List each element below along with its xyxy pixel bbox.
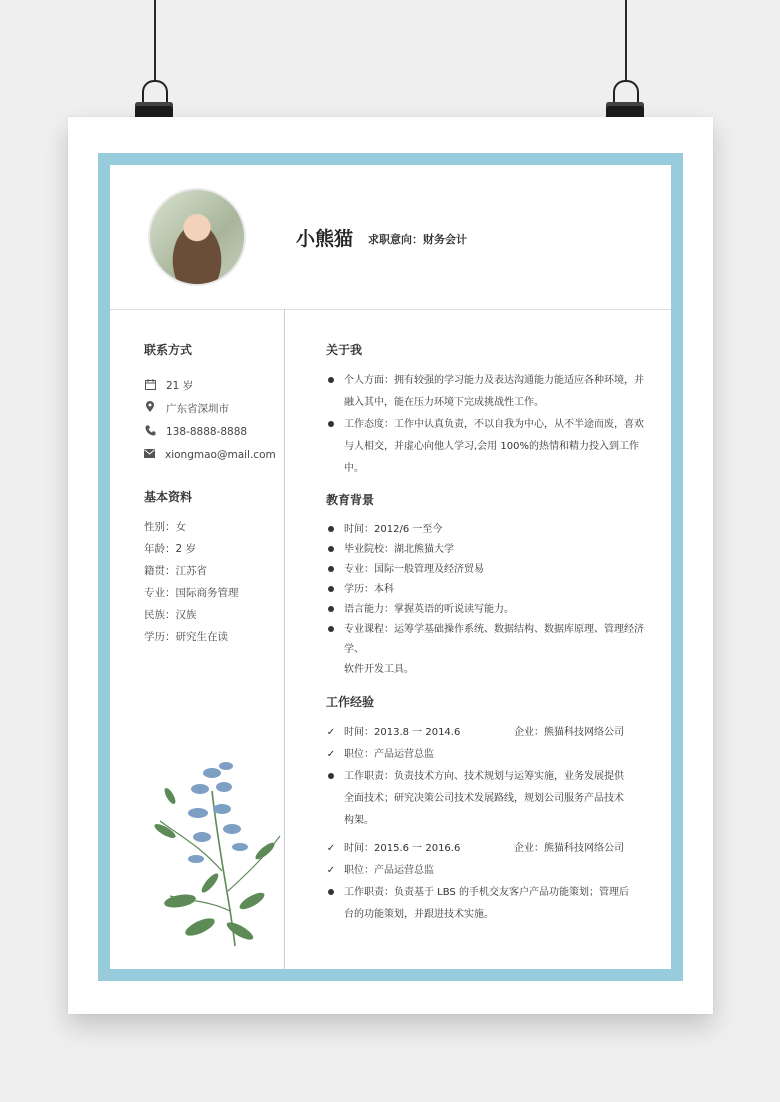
work-duty-row bbox=[326, 766, 656, 832]
resume-frame bbox=[98, 153, 683, 981]
contact-age bbox=[144, 374, 274, 397]
education-text: 学历：本科 bbox=[344, 584, 394, 595]
bullet-dot bbox=[326, 414, 336, 436]
hanging-wire-right bbox=[625, 0, 627, 82]
contact-mail-text: xiongmao@mail.com bbox=[165, 448, 276, 461]
education-text: 语言能力：掌握英语的听说读写能力。 bbox=[344, 604, 514, 615]
bullet-dot bbox=[326, 520, 336, 540]
work-section bbox=[326, 693, 656, 926]
plant-illustration bbox=[140, 751, 285, 951]
work-duty-line: 工作职责：负责基于 LBS 的手机交友客户产品功能策划；管理后 bbox=[344, 887, 629, 898]
about-item-line: 个人方面：拥有较强的学习能力及表达沟通能力能适应各种环境，并 bbox=[344, 375, 644, 386]
check-icon: ✓ bbox=[326, 865, 336, 876]
education-item bbox=[326, 580, 656, 600]
work-position: 职位：产品运营总监 bbox=[344, 749, 434, 760]
bullet-dot bbox=[326, 766, 336, 788]
work-time-row bbox=[326, 838, 656, 860]
contact-age-text: 21 岁 bbox=[166, 380, 194, 392]
education-item bbox=[326, 560, 656, 580]
education-section bbox=[326, 491, 656, 693]
job-intent bbox=[368, 231, 467, 247]
basic-section bbox=[144, 488, 274, 648]
education-text: 专业：国际一般管理及经济贸易 bbox=[344, 564, 484, 575]
education-title: 教育背景 bbox=[326, 493, 375, 507]
basic-list bbox=[144, 516, 274, 648]
work-duty-row bbox=[326, 882, 656, 926]
header-divider bbox=[110, 309, 671, 310]
work-duty-line: 台的功能策划，并跟进技术实施。 bbox=[344, 909, 494, 920]
about-item bbox=[326, 414, 656, 480]
sidebar bbox=[144, 341, 274, 648]
work-company: 企业：熊猫科技网络公司 bbox=[514, 843, 624, 854]
basic-major: 专业：国际商务管理 bbox=[144, 587, 239, 599]
education-item bbox=[326, 620, 656, 680]
contact-phone-text: 138-8888-8888 bbox=[166, 425, 248, 438]
education-text: 专业课程：运筹学基础操作系统、数据结构、数据库原理、管理经济学、 bbox=[344, 624, 644, 655]
work-duty-line: 构架。 bbox=[344, 815, 374, 826]
check-icon: ✓ bbox=[326, 749, 336, 760]
work-position-row bbox=[326, 860, 656, 882]
basic-gender: 性别：女 bbox=[144, 521, 186, 533]
work-duty-line: 工作职责：负责技术方向、技术规划与运筹实施，业务发展提供 bbox=[344, 771, 624, 782]
basic-title: 基本资料 bbox=[144, 490, 193, 504]
bullet-dot bbox=[326, 600, 336, 620]
education-text: 软件开发工具。 bbox=[344, 664, 414, 675]
work-time: 时间：2015.6 一 2016.6 bbox=[344, 843, 461, 854]
work-time-row bbox=[326, 722, 656, 744]
contact-title: 联系方式 bbox=[144, 343, 193, 357]
basic-hometown: 籍贯：江苏省 bbox=[144, 565, 207, 577]
mail-icon bbox=[144, 449, 155, 461]
bullet-dot bbox=[326, 580, 336, 600]
basic-ethnicity: 民族：汉族 bbox=[144, 609, 197, 621]
resume-paper bbox=[68, 117, 713, 1014]
basic-age: 年龄：2 岁 bbox=[144, 543, 197, 555]
education-text: 毕业院校：湖北熊猫大学 bbox=[344, 544, 454, 555]
bullet-dot bbox=[326, 370, 336, 392]
location-icon bbox=[144, 401, 156, 416]
contact-phone bbox=[144, 420, 274, 443]
bullet-dot bbox=[326, 882, 336, 904]
main-content bbox=[326, 341, 656, 926]
about-title: 关于我 bbox=[326, 343, 363, 357]
work-company: 企业：熊猫科技网络公司 bbox=[514, 727, 624, 738]
calendar-icon bbox=[144, 379, 156, 393]
about-item-line: 工作态度：工作中认真负责，不以自我为中心，从不半途而废，喜欢 bbox=[344, 419, 644, 430]
work-duty-line: 全面技术；研究决策公司技术发展路线，规划公司服务产品技术 bbox=[344, 793, 624, 804]
education-text: 时间：2012/6 一至今 bbox=[344, 524, 443, 535]
bullet-dot bbox=[326, 540, 336, 560]
work-position: 职位：产品运营总监 bbox=[344, 865, 434, 876]
phone-icon bbox=[144, 425, 156, 439]
about-item-line: 与人相交，并虚心向他人学习,会用 100%的热情和精力投入到工作中。 bbox=[344, 441, 639, 474]
work-title: 工作经验 bbox=[326, 695, 375, 709]
job-intent-value: 财务会计 bbox=[423, 233, 467, 246]
work-position-row bbox=[326, 744, 656, 766]
contact-list bbox=[144, 374, 274, 466]
about-item-line: 融入其中，能在压力环境下完成挑战性工作。 bbox=[344, 397, 544, 408]
bullet-dot bbox=[326, 620, 336, 640]
resume-name: 小熊猫 bbox=[296, 228, 354, 250]
avatar bbox=[148, 188, 246, 286]
check-icon: ✓ bbox=[326, 843, 336, 854]
contact-location-text: 广东省深圳市 bbox=[166, 403, 229, 415]
education-item bbox=[326, 600, 656, 620]
about-section bbox=[326, 341, 656, 491]
basic-degree: 学历：研究生在读 bbox=[144, 631, 228, 643]
education-item bbox=[326, 520, 656, 540]
job-intent-label: 求职意向： bbox=[368, 233, 423, 246]
about-item bbox=[326, 370, 656, 414]
hanging-wire-left bbox=[154, 0, 156, 82]
bullet-dot bbox=[326, 560, 336, 580]
contact-location bbox=[144, 397, 274, 420]
work-time: 时间：2013.8 一 2014.6 bbox=[344, 727, 461, 738]
education-item bbox=[326, 540, 656, 560]
check-icon: ✓ bbox=[326, 727, 336, 738]
contact-mail bbox=[144, 443, 274, 466]
